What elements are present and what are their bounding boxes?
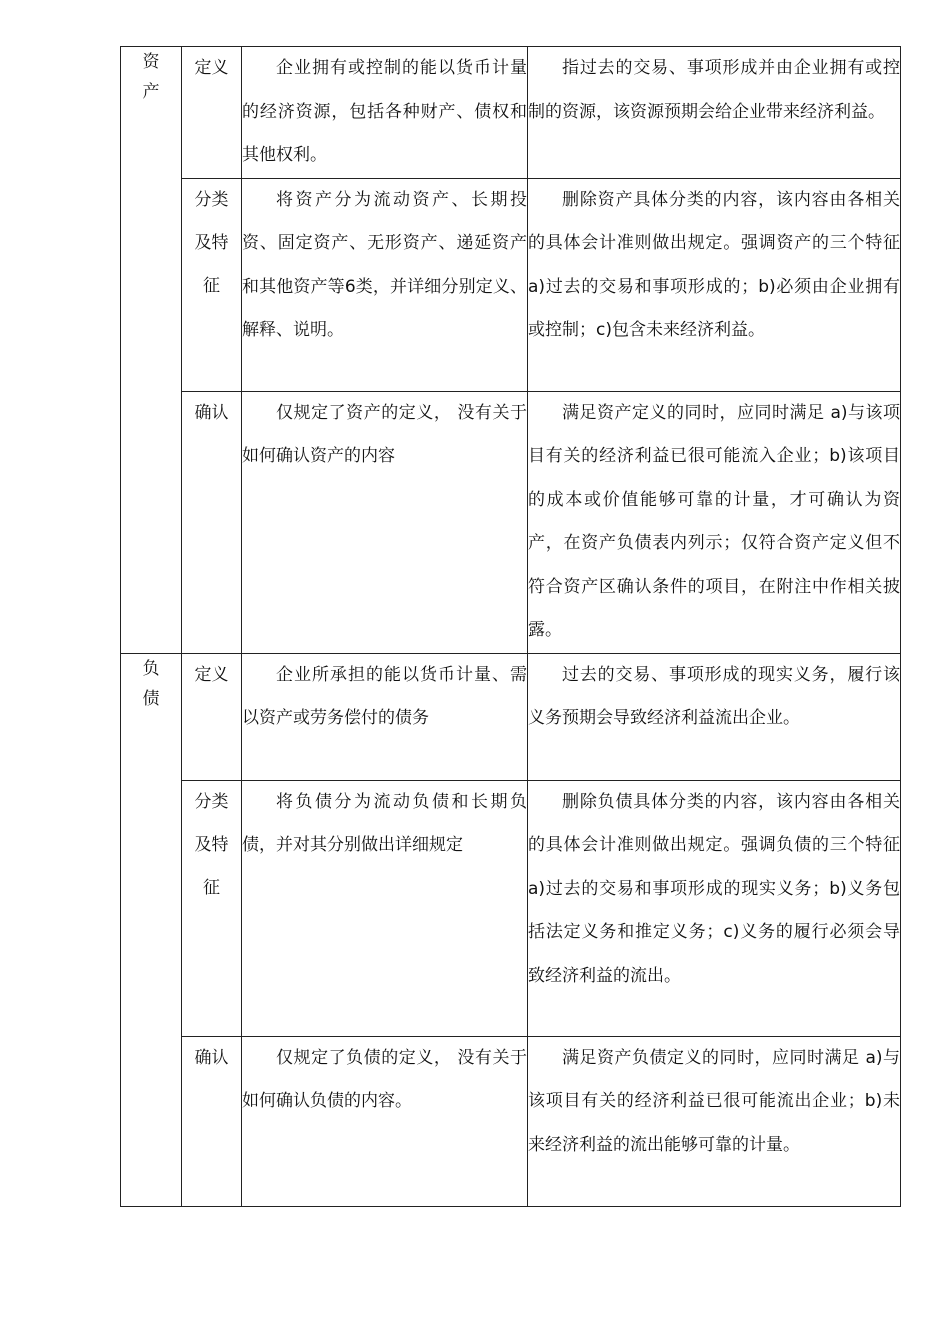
old-standard-cell: 企业所承担的能以货币计量、需以资产或劳务偿付的债务 (242, 653, 528, 780)
comparison-table (120, 46, 901, 1207)
category-cell-assets: 资产 (121, 47, 182, 654)
table-row (121, 391, 901, 653)
table-row (121, 47, 901, 179)
row-label: 定义 (182, 653, 242, 780)
old-standard-cell: 将负债分为流动负债和长期负债，并对其分别做出详细规定 (242, 780, 528, 1036)
row-label: 分类及特征 (182, 780, 242, 1036)
new-standard-cell: 过去的交易、事项形成的现实义务，履行该义务预期会导致经济利益流出企业。 (528, 653, 901, 780)
old-standard-cell: 将资产分为流动资产、长期投资、固定资产、无形资产、递延资产和其他资产等6类，并详细分别定义、解释、说明。 (242, 178, 528, 391)
old-standard-cell: 企业拥有或控制的能以货币计量的经济资源，包括各种财产、债权和其他权利。 (242, 47, 528, 179)
category-cell-liabilities: 负债 (121, 653, 182, 1206)
table-row (121, 1036, 901, 1206)
new-standard-cell: 满足资产负债定义的同时，应同时满足 a)与该项目有关的经济利益已很可能流出企业；b)未来经济利益的流出能够可靠的计量。 (528, 1036, 901, 1206)
new-standard-cell: 删除资产具体分类的内容，该内容由各相关的具体会计准则做出规定。强调资产的三个特征 a)过去的交易和事项形成的；b)必须由企业拥有或控制；c)包含未来经济利益。 (528, 178, 901, 391)
row-label: 定义 (182, 47, 242, 179)
row-label: 确认 (182, 391, 242, 653)
new-standard-cell: 删除负债具体分类的内容，该内容由各相关的具体会计准则做出规定。强调负债的三个特征 a)过去的交易和事项形成的现实义务；b)义务包括法定义务和推定义务；c)义务的履行必须会导致经济利益的流出。 (528, 780, 901, 1036)
table-row (121, 178, 901, 391)
table-row (121, 653, 901, 780)
old-standard-cell: 仅规定了资产的定义， 没有关于如何确认资产的内容 (242, 391, 528, 653)
new-standard-cell: 满足资产定义的同时，应同时满足 a)与该项目有关的经济利益已很可能流入企业；b)该项目的成本或价值能够可靠的计量，才可确认为资产，在资产负债表内列示；仅符合资产定义但不符合资产区确认条件的项目，在附注中作相关披露。 (528, 391, 901, 653)
new-standard-cell: 指过去的交易、事项形成并由企业拥有或控制的资源，该资源预期会给企业带来经济利益。 (528, 47, 901, 179)
row-label: 分类及特征 (182, 178, 242, 391)
table-row (121, 780, 901, 1036)
row-label: 确认 (182, 1036, 242, 1206)
old-standard-cell: 仅规定了负债的定义， 没有关于如何确认负债的内容。 (242, 1036, 528, 1206)
